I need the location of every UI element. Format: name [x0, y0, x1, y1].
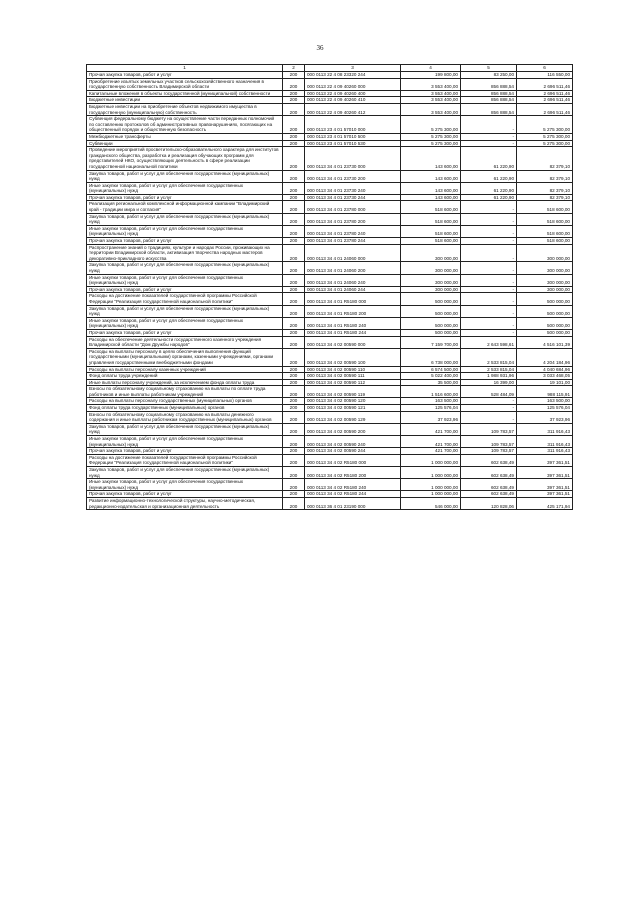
row-executed-amount: -	[461, 398, 517, 405]
table-row	[87, 336, 573, 348]
row-plan-amount: 3 553 400,00	[401, 97, 461, 104]
row-budget-code: 000 0113 34 4 01 R5180 200	[305, 305, 401, 317]
table-row	[87, 78, 573, 90]
row-budget-code: 000 0113 22 4 09 40260 400	[305, 90, 401, 97]
row-budget-code: 000 0113 34 4 01 23780 000	[305, 201, 401, 213]
row-remaining-amount: 518 600,00	[517, 213, 573, 225]
row-budget-code: 000 0113 34 4 02 00590 111	[305, 373, 401, 380]
table-row	[87, 262, 573, 274]
row-admin-code: 200	[283, 147, 305, 170]
row-admin-code: 200	[283, 405, 305, 412]
table-row	[87, 182, 573, 194]
row-executed-amount: 61 220,90	[461, 194, 517, 201]
row-executed-amount: 528 484,09	[461, 386, 517, 398]
row-executed-amount: -	[461, 411, 517, 423]
row-plan-amount: 143 600,00	[401, 170, 461, 182]
row-admin-code: 200	[283, 467, 305, 479]
row-budget-code: 000 0113 34 4 01 24060 240	[305, 274, 401, 286]
row-plan-amount: 163 500,00	[401, 398, 461, 405]
table-row	[87, 448, 573, 455]
row-remaining-amount: 988 115,91	[517, 386, 573, 398]
column-header: 6	[517, 65, 573, 72]
row-plan-amount: 143 600,00	[401, 182, 461, 194]
row-name: Прочая закупка товаров, работ и услуг	[87, 491, 283, 498]
row-admin-code: 200	[283, 116, 305, 134]
row-budget-code: 000 0113 34 4 01 23730 240	[305, 182, 401, 194]
row-name: Закупка товаров, работ и услуг для обеспечения государственных (муниципальных) нужд	[87, 423, 283, 435]
row-executed-amount: -	[461, 244, 517, 262]
row-executed-amount: -	[461, 317, 517, 329]
row-remaining-amount: 5 275 300,00	[517, 133, 573, 140]
row-executed-amount: 109 783,57	[461, 436, 517, 448]
row-budget-code: 000 0113 34 4 01 24060 000	[305, 244, 401, 262]
row-admin-code: 200	[283, 286, 305, 293]
row-admin-code: 200	[283, 170, 305, 182]
row-admin-code: 200	[283, 336, 305, 348]
row-executed-amount: -	[461, 238, 517, 245]
table-row	[87, 97, 573, 104]
row-name: Закупка товаров, работ и услуг для обеспечения государственных (муниципальных) нужд	[87, 467, 283, 479]
row-budget-code: 000 0113 23 4 01 57010 530	[305, 140, 401, 147]
table-row	[87, 238, 573, 245]
row-name: Реализация региональной комплексной информационной кампании "Владимирский край - традиции мира и согласия"	[87, 201, 283, 213]
row-plan-amount: 421 700,00	[401, 436, 461, 448]
row-remaining-amount: 500 000,00	[517, 317, 573, 329]
row-executed-amount: 2 643 598,61	[461, 336, 517, 348]
table-row	[87, 170, 573, 182]
row-executed-amount: -	[461, 201, 517, 213]
table-row	[87, 411, 573, 423]
table-body	[87, 72, 573, 510]
table-row	[87, 366, 573, 373]
row-executed-amount: -	[461, 213, 517, 225]
row-executed-amount: 602 638,49	[461, 467, 517, 479]
table-row	[87, 213, 573, 225]
row-plan-amount: 5 275 300,00	[401, 116, 461, 134]
row-plan-amount: 7 159 700,00	[401, 336, 461, 348]
row-executed-amount: 856 888,54	[461, 90, 517, 97]
row-budget-code: 000 0113 34 4 02 00590 121	[305, 405, 401, 412]
row-remaining-amount: 82 379,10	[517, 147, 573, 170]
row-budget-code: 000 0113 34 4 02 00590 112	[305, 379, 401, 386]
row-name: Иные закупки товаров, работ и услуг для обеспечения государственных (муниципальных) нужд	[87, 274, 283, 286]
row-budget-code: 000 0113 34 4 01 23780 244	[305, 238, 401, 245]
row-budget-code: 000 0113 34 4 02 00590 120	[305, 398, 401, 405]
row-name: Закупка товаров, работ и услуг для обеспечения государственных (муниципальных) нужд	[87, 262, 283, 274]
row-plan-amount: 518 600,00	[401, 201, 461, 213]
row-plan-amount: 3 553 400,00	[401, 78, 461, 90]
row-executed-amount: -	[461, 133, 517, 140]
row-remaining-amount: 518 600,00	[517, 201, 573, 213]
row-remaining-amount: 3 033 468,05	[517, 373, 573, 380]
row-remaining-amount: 518 600,00	[517, 238, 573, 245]
row-budget-code: 000 0113 34 4 02 00590 119	[305, 386, 401, 398]
table-row	[87, 274, 573, 286]
row-admin-code: 200	[283, 238, 305, 245]
row-executed-amount: -	[461, 405, 517, 412]
row-plan-amount: 300 000,00	[401, 262, 461, 274]
row-name: Взносы по обязательному социальному страхованию на выплаты по оплате труда работников и иные выплаты работникам учреждений	[87, 386, 283, 398]
row-plan-amount: 500 000,00	[401, 329, 461, 336]
row-name: Прочая закупка товаров, работ и услуг	[87, 329, 283, 336]
row-plan-amount: 35 500,00	[401, 379, 461, 386]
row-remaining-amount: 311 916,43	[517, 448, 573, 455]
row-budget-code: 000 0113 34 4 01 23780 240	[305, 225, 401, 237]
row-executed-amount: 109 783,57	[461, 423, 517, 435]
row-plan-amount: 5 275 300,00	[401, 133, 461, 140]
table-row	[87, 373, 573, 380]
row-budget-code: 000 0113 34 4 02 00590 100	[305, 348, 401, 366]
row-executed-amount: 2 533 815,04	[461, 366, 517, 373]
row-plan-amount: 37 923,96	[401, 411, 461, 423]
row-budget-code: 000 0113 34 4 01 23730 244	[305, 194, 401, 201]
row-executed-amount: -	[461, 225, 517, 237]
row-budget-code: 000 0113 34 4 02 00590 129	[305, 411, 401, 423]
row-plan-amount: 5 275 300,00	[401, 140, 461, 147]
row-budget-code: 000 0113 34 4 02 00590 110	[305, 366, 401, 373]
row-admin-code: 200	[283, 194, 305, 201]
table-row	[87, 140, 573, 147]
row-admin-code: 200	[283, 479, 305, 491]
row-admin-code: 200	[283, 201, 305, 213]
row-executed-amount: -	[461, 286, 517, 293]
row-name: Закупка товаров, работ и услуг для обеспечения государственных (муниципальных) нужд	[87, 305, 283, 317]
column-header: 5	[461, 65, 517, 72]
row-executed-amount: 61 220,90	[461, 182, 517, 194]
row-budget-code: 000 0113 36 4 01 23190 000	[305, 497, 401, 509]
row-plan-amount: 1 000 000,00	[401, 454, 461, 466]
row-name: Межбюджетные трансферты	[87, 133, 283, 140]
row-admin-code: 200	[283, 274, 305, 286]
row-plan-amount: 5 022 400,00	[401, 373, 461, 380]
row-admin-code: 200	[283, 491, 305, 498]
row-plan-amount: 1 000 000,00	[401, 491, 461, 498]
row-plan-amount: 1 000 000,00	[401, 479, 461, 491]
row-admin-code: 200	[283, 182, 305, 194]
row-admin-code: 200	[283, 305, 305, 317]
row-admin-code: 200	[283, 448, 305, 455]
row-name: Прочая закупка товаров, работ и услуг	[87, 72, 283, 79]
row-plan-amount: 518 600,00	[401, 213, 461, 225]
row-name: Иные закупки товаров, работ и услуг для обеспечения государственных (муниципальных) нужд	[87, 317, 283, 329]
row-budget-code: 000 0113 34 4 01 24060 244	[305, 286, 401, 293]
row-admin-code: 200	[283, 90, 305, 97]
row-budget-code: 000 0113 34 4 01 24060 200	[305, 262, 401, 274]
row-admin-code: 200	[283, 366, 305, 373]
table-row	[87, 116, 573, 134]
row-admin-code: 200	[283, 72, 305, 79]
row-plan-amount: 500 000,00	[401, 293, 461, 305]
table-row	[87, 201, 573, 213]
row-plan-amount: 546 000,00	[401, 497, 461, 509]
row-admin-code: 200	[283, 133, 305, 140]
row-plan-amount: 300 000,00	[401, 286, 461, 293]
table-row	[87, 379, 573, 386]
row-admin-code: 200	[283, 379, 305, 386]
column-header: 1	[87, 65, 283, 72]
row-name: Закупка товаров, работ и услуг для обеспечения государственных (муниципальных) нужд	[87, 213, 283, 225]
table-row	[87, 305, 573, 317]
row-executed-amount: 856 888,54	[461, 78, 517, 90]
row-budget-code: 000 0113 34 4 01 R5180 244	[305, 329, 401, 336]
row-remaining-amount: 425 171,94	[517, 497, 573, 509]
row-remaining-amount: 82 379,10	[517, 194, 573, 201]
row-plan-amount: 1 000 000,00	[401, 467, 461, 479]
row-admin-code: 200	[283, 140, 305, 147]
table-row	[87, 497, 573, 509]
row-plan-amount: 421 700,00	[401, 448, 461, 455]
row-name: Бюджетные инвестиции	[87, 97, 283, 104]
row-budget-code: 000 0113 22 4 09 40260 412	[305, 103, 401, 115]
row-name: Бюджетные инвестиции на приобретение объектов недвижимого имущества в государственную (муниципальную) собственность	[87, 103, 283, 115]
row-executed-amount: 61 220,90	[461, 170, 517, 182]
row-remaining-amount: 500 000,00	[517, 329, 573, 336]
row-plan-amount: 6 738 000,00	[401, 348, 461, 366]
table-row	[87, 348, 573, 366]
row-name: Расходы на выплаты персоналу в целях обеспечения выполнения функций государственными (муниципальными) органами, казенными учреждениями, органами управления государственными внебюджетными фондами	[87, 348, 283, 366]
row-executed-amount: 856 888,54	[461, 97, 517, 104]
row-remaining-amount: 518 600,00	[517, 225, 573, 237]
row-name: Иные закупки товаров, работ и услуг для обеспечения государственных (муниципальных) нужд	[87, 225, 283, 237]
row-name: Прочая закупка товаров, работ и услуг	[87, 448, 283, 455]
table-row	[87, 436, 573, 448]
row-plan-amount: 3 553 400,00	[401, 90, 461, 97]
row-plan-amount: 500 000,00	[401, 305, 461, 317]
row-plan-amount: 199 800,00	[401, 72, 461, 79]
row-remaining-amount: 500 000,00	[517, 305, 573, 317]
row-name: Иные выплаты персоналу учреждений, за исключением фонда оплаты труда	[87, 379, 283, 386]
row-executed-amount: 2 533 815,04	[461, 348, 517, 366]
row-executed-amount: 109 783,57	[461, 448, 517, 455]
row-budget-code: 000 0113 34 4 02 R5180 200	[305, 467, 401, 479]
row-budget-code: 000 0113 34 4 02 R5180 000	[305, 454, 401, 466]
row-remaining-amount: 5 275 300,00	[517, 116, 573, 134]
row-remaining-amount: 2 696 511,46	[517, 103, 573, 115]
row-remaining-amount: 397 361,51	[517, 467, 573, 479]
row-plan-amount: 143 600,00	[401, 147, 461, 170]
table-row	[87, 317, 573, 329]
row-remaining-amount: 2 696 511,46	[517, 90, 573, 97]
row-plan-amount: 3 553 400,00	[401, 103, 461, 115]
row-name: Иные закупки товаров, работ и услуг для обеспечения государственных (муниципальных) нужд	[87, 182, 283, 194]
row-budget-code: 000 0113 22 4 09 40260 410	[305, 97, 401, 104]
row-remaining-amount: 125 576,04	[517, 405, 573, 412]
row-admin-code: 200	[283, 293, 305, 305]
row-executed-amount: 120 828,06	[461, 497, 517, 509]
row-plan-amount: 143 600,00	[401, 194, 461, 201]
row-budget-code: 000 0113 23 4 01 57010 000	[305, 116, 401, 134]
row-remaining-amount: 311 916,43	[517, 436, 573, 448]
header-row	[87, 65, 573, 72]
row-admin-code: 200	[283, 225, 305, 237]
row-remaining-amount: 4 516 101,39	[517, 336, 573, 348]
row-admin-code: 200	[283, 317, 305, 329]
row-budget-code: 000 0113 34 4 01 R5180 240	[305, 317, 401, 329]
row-executed-amount: 602 638,49	[461, 454, 517, 466]
table-header	[87, 65, 573, 72]
row-name: Расходы на выплаты персоналу государственных (муниципальных) органов	[87, 398, 283, 405]
table-row	[87, 423, 573, 435]
row-budget-code: 000 0113 34 4 02 00590 200	[305, 423, 401, 435]
row-budget-code: 000 0113 34 4 01 23730 000	[305, 147, 401, 170]
row-name: Субвенция федеральному бюджету на осуществление части переданных полномочий по составлению протоколов об административных правонарушениях, посягающих на общественный порядок и общественную безопасность	[87, 116, 283, 134]
row-executed-amount: 1 988 931,96	[461, 373, 517, 380]
row-remaining-amount: 19 101,00	[517, 379, 573, 386]
row-remaining-amount: 300 000,00	[517, 244, 573, 262]
row-admin-code: 200	[283, 213, 305, 225]
row-remaining-amount: 4 040 684,96	[517, 366, 573, 373]
row-executed-amount: -	[461, 262, 517, 274]
row-budget-code: 000 0113 23 4 01 57010 500	[305, 133, 401, 140]
row-admin-code: 200	[283, 373, 305, 380]
table-row	[87, 194, 573, 201]
row-name: Иные закупки товаров, работ и услуг для обеспечения государственных (муниципальных) нужд	[87, 436, 283, 448]
row-admin-code: 200	[283, 436, 305, 448]
table-row	[87, 225, 573, 237]
row-plan-amount: 518 600,00	[401, 225, 461, 237]
row-plan-amount: 300 000,00	[401, 244, 461, 262]
row-admin-code: 200	[283, 423, 305, 435]
table-row	[87, 479, 573, 491]
row-budget-code: 000 0113 34 4 01 R5180 000	[305, 293, 401, 305]
table-row	[87, 329, 573, 336]
row-name: Приобретение изъятых земельных участков сельскохозяйственного назначения в государственную собственность Владимирской области	[87, 78, 283, 90]
row-executed-amount: -	[461, 274, 517, 286]
table-row	[87, 72, 573, 79]
row-name: Капитальные вложения в объекты государственной (муниципальной) собственности	[87, 90, 283, 97]
row-budget-code: 000 0113 34 4 02 R5180 244	[305, 491, 401, 498]
table-row	[87, 454, 573, 466]
row-remaining-amount: 300 000,00	[517, 286, 573, 293]
row-admin-code: 200	[283, 398, 305, 405]
row-budget-code: 000 0113 34 4 02 00590 240	[305, 436, 401, 448]
row-remaining-amount: 2 696 511,46	[517, 78, 573, 90]
row-executed-amount: 83 250,00	[461, 72, 517, 79]
row-remaining-amount: 397 361,51	[517, 479, 573, 491]
row-remaining-amount: 2 696 511,46	[517, 97, 573, 104]
row-admin-code: 200	[283, 497, 305, 509]
table-row	[87, 467, 573, 479]
row-name: Фонд оплаты труда государственных (муниципальных) органов	[87, 405, 283, 412]
row-admin-code: 200	[283, 454, 305, 466]
row-executed-amount: -	[461, 293, 517, 305]
row-budget-code: 000 0113 34 4 02 00590 244	[305, 448, 401, 455]
row-plan-amount: 500 000,00	[401, 317, 461, 329]
row-executed-amount: -	[461, 116, 517, 134]
row-name: Прочая закупка товаров, работ и услуг	[87, 286, 283, 293]
table-row	[87, 244, 573, 262]
row-name: Прочая закупка товаров, работ и услуг	[87, 194, 283, 201]
row-executed-amount: -	[461, 305, 517, 317]
row-name: Расходы на достижение показателей государственной программы Российской Федерации "Реализация государственной национальной политики"	[87, 293, 283, 305]
row-name: Субвенции	[87, 140, 283, 147]
row-executed-amount: -	[461, 329, 517, 336]
row-plan-amount: 1 516 600,00	[401, 386, 461, 398]
row-budget-code: 000 0113 34 4 02 00590 000	[305, 336, 401, 348]
row-name: Расходы на обеспечение деятельности государственного казенного учреждения Владимирской области "Дом Дружбы народов"	[87, 336, 283, 348]
row-executed-amount: 602 638,49	[461, 491, 517, 498]
row-admin-code: 200	[283, 411, 305, 423]
row-remaining-amount: 397 361,51	[517, 454, 573, 466]
row-executed-amount: 602 638,49	[461, 479, 517, 491]
row-remaining-amount: 5 275 300,00	[517, 140, 573, 147]
row-budget-code: 000 0113 22 4 08 23320 244	[305, 72, 401, 79]
row-remaining-amount: 37 923,96	[517, 411, 573, 423]
table-row	[87, 491, 573, 498]
row-remaining-amount: 82 379,10	[517, 170, 573, 182]
column-header: 2	[283, 65, 305, 72]
row-admin-code: 200	[283, 103, 305, 115]
row-name: Расходы на выплаты персоналу казенных учреждений	[87, 366, 283, 373]
row-name: Закупка товаров, работ и услуг для обеспечения государственных (муниципальных) нужд	[87, 170, 283, 182]
table-row	[87, 90, 573, 97]
row-name: Расходы на достижение показателей государственной программы Российской Федерации "Реализация государственной национальной политики"	[87, 454, 283, 466]
column-header: 4	[401, 65, 461, 72]
row-name: Иные закупки товаров, работ и услуг для обеспечения государственных (муниципальных) нужд	[87, 479, 283, 491]
row-remaining-amount: 397 361,51	[517, 491, 573, 498]
row-name: Распространение знаний о традициях, культуре и народах России, проживающих на территории Владимирской области, активизация творчества народных мастеров декоративно-прикладного искусства	[87, 244, 283, 262]
row-name: Развитие информационно-технологической структуры, научно-методическая, редакционно-издательская и организационная деятельность	[87, 497, 283, 509]
row-plan-amount: 518 600,00	[401, 238, 461, 245]
row-remaining-amount: 500 000,00	[517, 293, 573, 305]
row-plan-amount: 421 700,00	[401, 423, 461, 435]
row-admin-code: 200	[283, 262, 305, 274]
row-budget-code: 000 0113 34 4 01 23730 200	[305, 170, 401, 182]
row-budget-code: 000 0113 34 4 01 23780 200	[305, 213, 401, 225]
table-row	[87, 103, 573, 115]
row-remaining-amount: 116 550,00	[517, 72, 573, 79]
table-row	[87, 133, 573, 140]
row-executed-amount: -	[461, 140, 517, 147]
row-admin-code: 200	[283, 348, 305, 366]
row-executed-amount: 16 399,00	[461, 379, 517, 386]
row-remaining-amount: 300 000,00	[517, 262, 573, 274]
table-row	[87, 386, 573, 398]
table-row	[87, 286, 573, 293]
budget-table	[86, 64, 573, 510]
row-plan-amount: 300 000,00	[401, 274, 461, 286]
column-header: 3	[305, 65, 401, 72]
row-plan-amount: 6 574 500,00	[401, 366, 461, 373]
row-name: Фонд оплаты труда учреждений	[87, 373, 283, 380]
row-name: Проведение мероприятий просветительско-образовательного характера для институтов гражданского общества, разработка и реализация обучающих программ для представителей НКО, осуществляющих деятельность в сфере реализации государственной национальной политики	[87, 147, 283, 170]
row-executed-amount: 61 220,90	[461, 147, 517, 170]
row-remaining-amount: 300 000,00	[517, 274, 573, 286]
row-remaining-amount: 311 916,43	[517, 423, 573, 435]
table-row	[87, 293, 573, 305]
row-executed-amount: 856 888,54	[461, 103, 517, 115]
table-row	[87, 147, 573, 170]
row-admin-code: 200	[283, 244, 305, 262]
row-remaining-amount: 163 500,00	[517, 398, 573, 405]
row-admin-code: 200	[283, 386, 305, 398]
row-budget-code: 000 0113 34 4 02 R5180 240	[305, 479, 401, 491]
row-remaining-amount: 82 379,10	[517, 182, 573, 194]
table-row	[87, 405, 573, 412]
row-remaining-amount: 4 204 184,96	[517, 348, 573, 366]
row-admin-code: 200	[283, 97, 305, 104]
page-number: 36	[316, 44, 324, 52]
row-admin-code: 200	[283, 78, 305, 90]
row-admin-code: 200	[283, 329, 305, 336]
row-name: Взносы по обязательному социальному страхованию на выплаты денежного содержания и иные выплаты работникам государственных (муниципальных) органов	[87, 411, 283, 423]
row-budget-code: 000 0113 22 4 09 40260 000	[305, 78, 401, 90]
row-name: Прочая закупка товаров, работ и услуг	[87, 238, 283, 245]
table-row	[87, 398, 573, 405]
row-plan-amount: 125 576,04	[401, 405, 461, 412]
